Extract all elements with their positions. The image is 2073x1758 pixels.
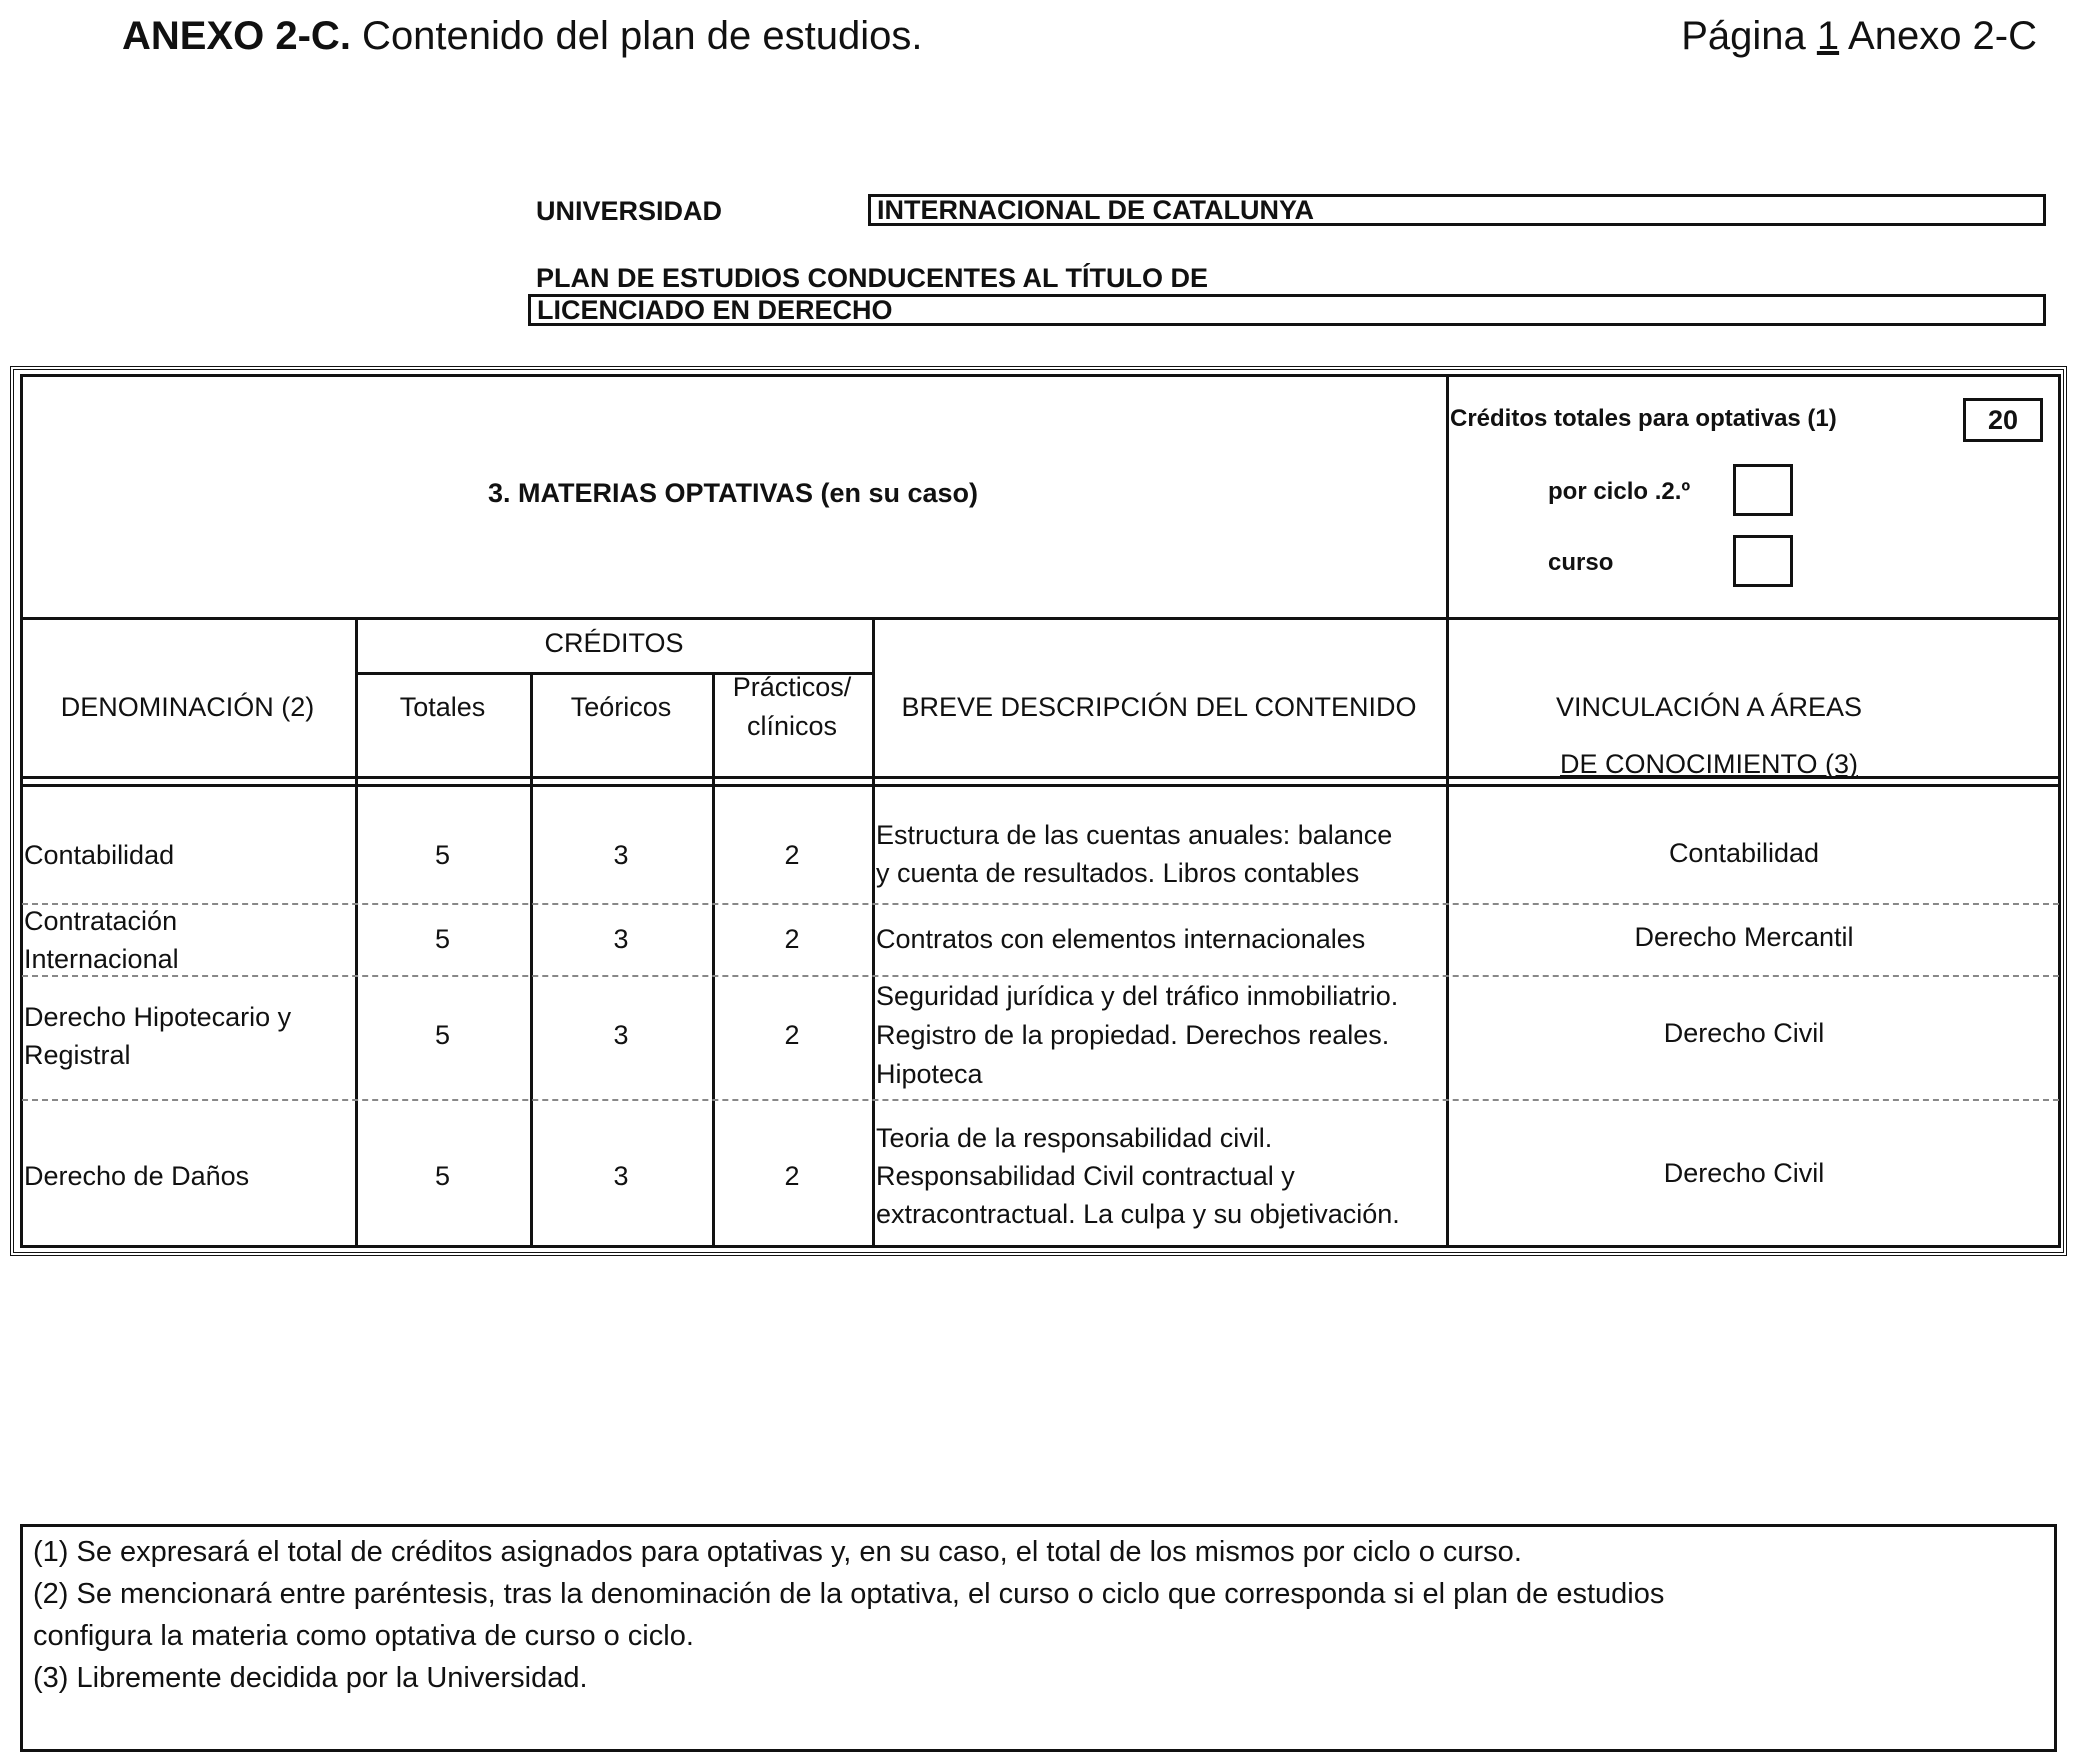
row1-totales: 5 [434,840,451,870]
per-cycle-label: por ciclo .2.º [1548,478,1691,505]
annex-subtitle: Contenido del plan de estudios. [350,14,923,58]
footnote-2-cont: configura la materia como optativa de curso o ciclo. [33,1620,694,1652]
footnote-3: (3) Libremente decidida por la Universidad. [33,1662,588,1694]
course-label: curso [1548,549,1614,576]
page-number: 1 [1816,14,1840,58]
row2-desc-line1: Contratos con elementos internacionales [876,924,1366,954]
col-practicos-line1: Prácticos/ [732,672,852,702]
col-vinculacion-line1: VINCULACIÓN A ÁREAS [1555,692,1863,722]
annex-title [122,14,922,59]
annex-label: ANEXO 2-C. [122,14,351,58]
row1-area: Contabilidad [1668,838,1820,868]
col-vinculacion-line2: DE CONOCIMIENTO (3) [1559,749,1858,779]
page-suffix: Anexo 2-C [1839,14,2037,58]
footnote-1: (1) Se expresará el total de créditos asignados para optativas y, en su caso, el total de los mismos por ciclo o curso. [33,1536,1522,1568]
row4-desc-line1: Teoria de la responsabilidad civil. [876,1123,1273,1153]
row2-practicos: 2 [784,924,800,954]
row4-totales: 5 [434,1161,451,1191]
row3-teoricos: 3 [613,1020,629,1050]
row3-area: Derecho Civil [1663,1018,1825,1048]
row4-desc-line3: extracontractual. La culpa y su objetivación. [876,1199,1400,1229]
row2-name-line2: Internacional [24,944,179,974]
row-separator [22,903,2059,905]
row1-desc-line2: y cuenta de resultados. Libros contables [876,858,1360,888]
row2-teoricos: 3 [613,924,629,954]
row3-desc-line2: Registro de la propiedad. Derechos reales. [876,1020,1390,1050]
row3-name-line1: Derecho Hipotecario y [24,1002,292,1032]
row3-desc-line1: Seguridad jurídica y del tráfico inmobiliatrio. [876,981,1399,1011]
per-cycle-box [1733,464,1793,516]
column-header-rule-double [20,784,2061,787]
credits-total-value: 20 [1963,398,2043,442]
col-denominacion: DENOMINACIÓN (2) [60,692,315,722]
section-header-rule [20,617,2061,620]
plan-label: PLAN DE ESTUDIOS CONDUCENTES AL TÍTULO DE [536,263,1209,293]
credits-total-label: Créditos totales para optativas (1) [1450,405,1837,432]
page-prefix: Página [1681,14,1817,58]
row4-name: Derecho de Daños [24,1161,250,1191]
row2-area: Derecho Mercantil [1634,922,1854,952]
row4-desc-line2: Responsabilidad Civil contractual y [876,1161,1295,1191]
row1-teoricos: 3 [613,840,629,870]
footnotes [20,1524,2057,1752]
row2-totales: 5 [434,924,451,954]
row2-name-line1: Contratación [24,906,178,936]
row1-name: Contabilidad [24,840,175,870]
row1-desc-line1: Estructura de las cuentas anuales: balance [876,820,1393,850]
col-creditos: CRÉDITOS [544,628,684,658]
row4-area: Derecho Civil [1663,1158,1825,1188]
row3-desc-line3: Hipoteca [876,1059,983,1089]
row3-practicos: 2 [784,1020,800,1050]
row3-name-line2: Registral [24,1040,131,1070]
divider-description-area [1446,374,1449,1248]
row3-totales: 5 [434,1020,451,1050]
page-indicator [1681,14,2037,59]
row4-practicos: 2 [784,1161,800,1191]
university-label: UNIVERSIDAD [536,196,723,226]
plan-field: LICENCIADO EN DERECHO [528,294,2046,326]
col-teoricos: Teóricos [570,692,672,722]
footnote-2: (2) Se mencionará entre paréntesis, tras la denominación de la optativa, el curso o ciclo que corresponda si el plan de estudios [33,1578,1665,1610]
university-field: INTERNACIONAL DE CATALUNYA [868,194,2046,226]
section-title: 3. MATERIAS OPTATIVAS (en su caso) [487,478,979,508]
col-totales: Totales [399,692,486,722]
course-box [1733,535,1793,587]
col-practicos-line2: clínicos [746,711,838,741]
row4-teoricos: 3 [613,1161,629,1191]
row1-practicos: 2 [784,840,800,870]
col-descripcion: BREVE DESCRIPCIÓN DEL CONTENIDO [901,692,1417,722]
row-separator [22,1099,2059,1101]
